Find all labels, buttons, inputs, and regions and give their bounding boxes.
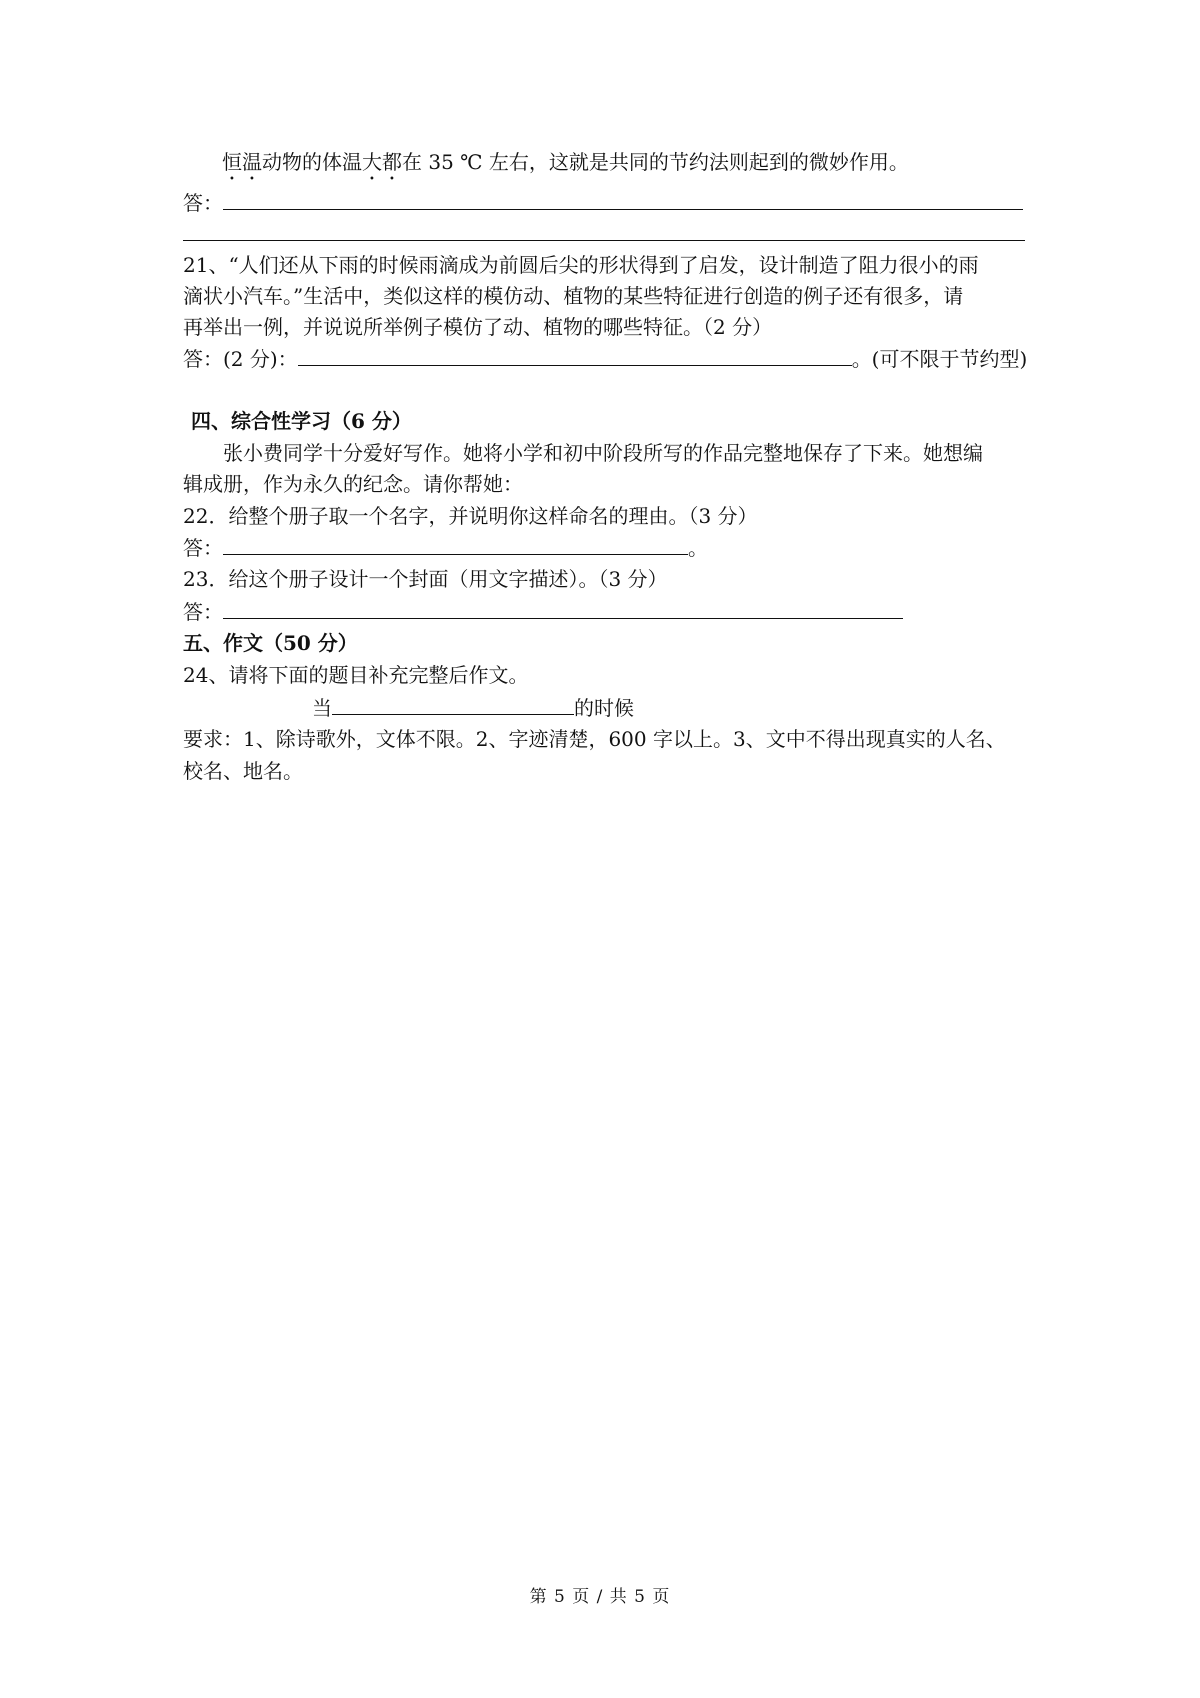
q21-answer-suffix: 。(可不限于节约型) <box>851 347 1028 371</box>
essay-title-blank[interactable] <box>332 692 574 715</box>
q22-text: 22．给整个册子取一个名字，并说明你这样命名的理由。（3 分） <box>183 504 758 528</box>
q21-text-line-1: 21、“人们还从下雨的时候雨滴成为前圆后尖的形状得到了启发，设计制造了阻力很小的雨 <box>183 253 979 277</box>
section-4-intro-line-1: 张小费同学十分爱好写作。她将小学和初中阶段所写的作品完整地保存了下来。她想编 <box>223 441 983 465</box>
q22-answer-suffix: 。 <box>688 536 708 560</box>
q21-answer-line[interactable] <box>298 343 852 366</box>
q23-answer-line[interactable] <box>223 596 903 619</box>
q21-answer-label: 答：(2 分)： <box>183 347 298 371</box>
page-number: 第 5 页 / 共 5 页 <box>529 1587 671 1607</box>
q24-text: 24、请将下面的题目补充完整后作文。 <box>183 663 529 687</box>
essay-title-row <box>312 692 1154 723</box>
essay-requirements-line-2: 校名、地名。 <box>183 759 303 783</box>
section-4-intro-line-2: 辑成册，作为永久的纪念。请你帮她： <box>183 472 523 496</box>
q20-text-mid: 动物的体温 <box>262 150 362 174</box>
q21-answer-row <box>183 343 1028 374</box>
q22-answer-line[interactable] <box>223 532 688 555</box>
q22-answer-row <box>183 532 1025 563</box>
essay-requirements-line-1: 要求：1、除诗歌外，文体不限。2、字迹清楚，600 字以上。3、文中不得出现真实的人名、 <box>183 727 1006 751</box>
q20-answer-line-1[interactable] <box>223 187 1023 210</box>
q20-dotted-word-2: 大都 <box>362 150 402 174</box>
section-5-heading: 五、作文（50 分） <box>183 631 358 655</box>
q20-dotted-word-1: 恒温 <box>222 150 262 174</box>
section-4-heading: 四、综合性学习（6 分） <box>191 409 412 433</box>
q20-text-line <box>222 147 1064 185</box>
q20-answer-row <box>183 187 1025 218</box>
q22-answer-label: 答： <box>183 536 223 560</box>
essay-title-suffix: 的时候 <box>574 696 634 720</box>
q23-text: 23．给这个册子设计一个封面（用文字描述）。（3 分） <box>183 567 668 591</box>
q21-text-line-3: 再举出一例，并说说所举例子模仿了动、植物的哪些特征。（2 分） <box>183 315 773 339</box>
q20-text-rest: 在 35 ℃ 左右，这就是共同的节约法则起到的微妙作用。 <box>402 150 909 174</box>
q20-answer-line-2[interactable] <box>183 240 1025 241</box>
essay-title-prefix: 当 <box>312 696 332 720</box>
q20-answer-label: 答： <box>183 191 223 215</box>
q23-answer-label: 答： <box>183 600 223 624</box>
q21-text-line-2: 滴状小汽车。”生活中，类似这样的模仿动、植物的某些特征进行创造的例子还有很多，请 <box>183 284 964 308</box>
q23-answer-row <box>183 596 1025 627</box>
